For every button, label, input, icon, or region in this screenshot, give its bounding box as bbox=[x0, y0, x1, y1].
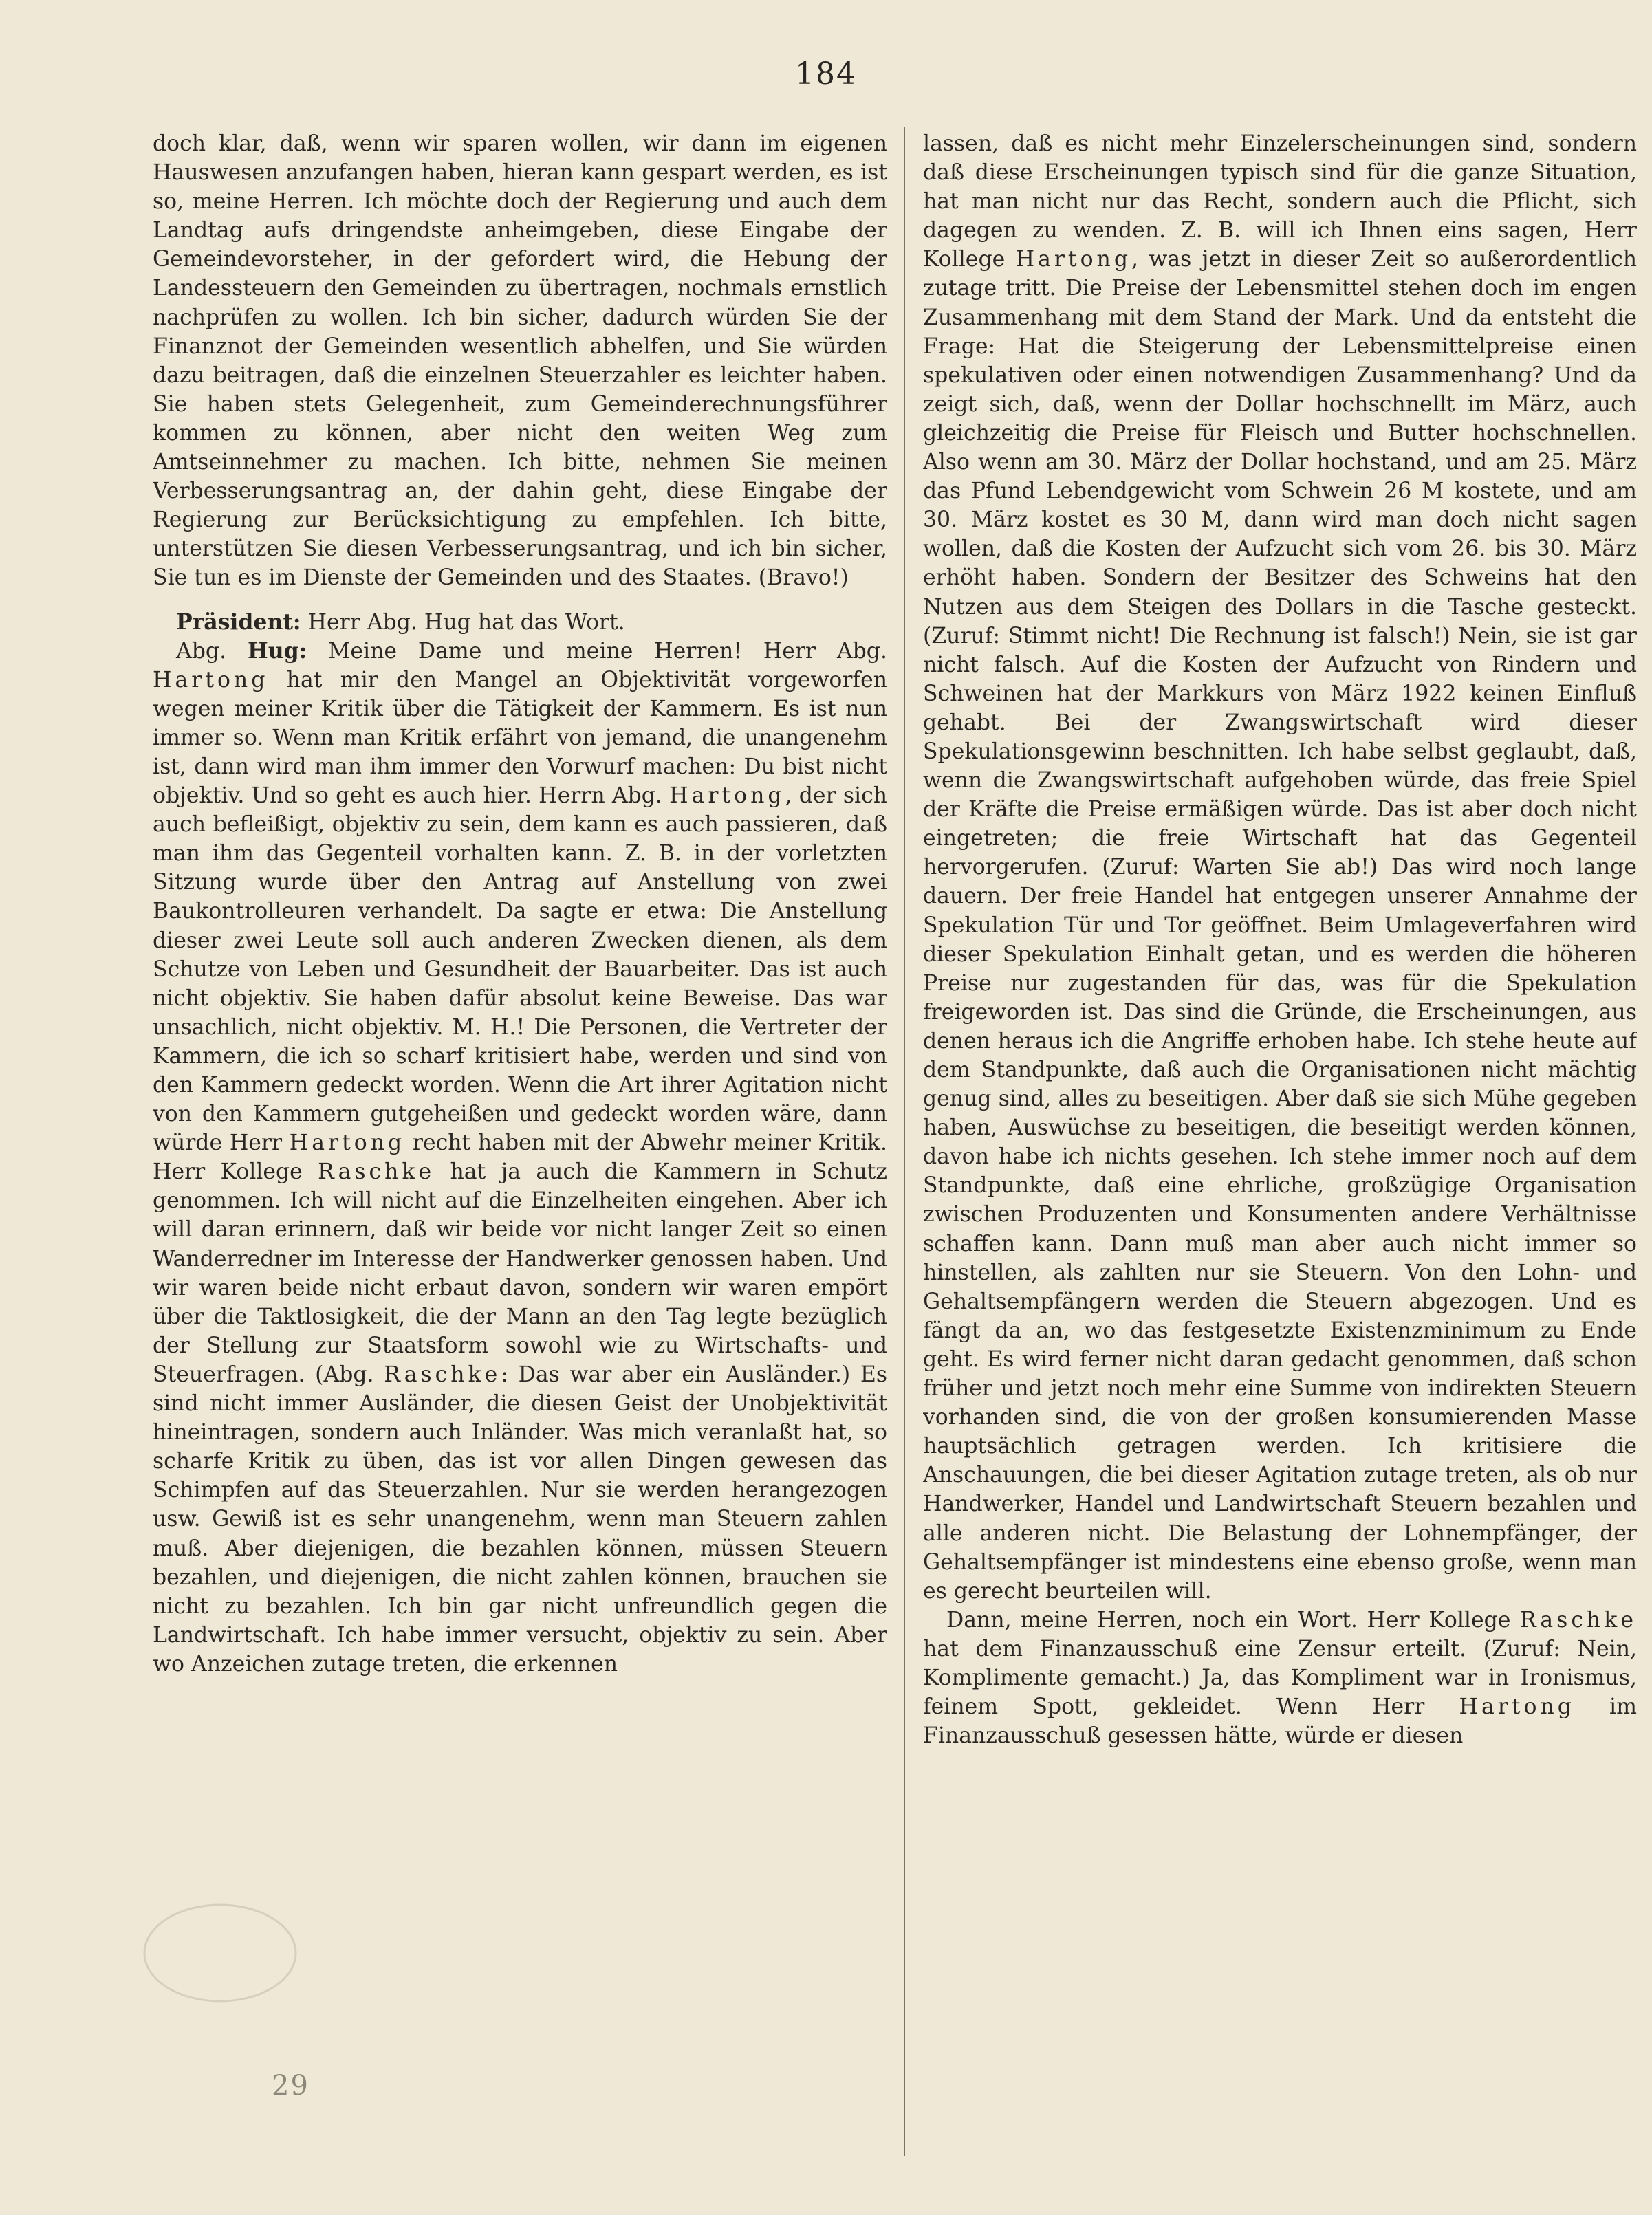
speech-text-10: hat dem Finanzausschuß eine Zensur erteilt. (Zuruf: Nein, Komplimente gemacht.) Ja, das Kompliment war in Ironismus, feinem Spott, gekleidet. Wenn Herr bbox=[923, 1636, 1637, 1720]
paragraph-continuation: doch klar, daß, wenn wir sparen wollen, wir dann im eigenen Hauswesen anzufangen haben, hieran kann gespart werden, es ist so, meine Herren. Ich möchte doch der Regierung und auch dem Landtag aufs dringendste anheimgeben, diese Eingabe der Gemeindevorsteher, in der gefordert wird, die Hebung der Landessteuern den Gemeinden zu übertragen, nochmals ernstlich nachprüfen zu wollen. Ich bin sicher, dadurch würden Sie der Finanznot der Gemeinden wesentlich abhelfen, und Sie würden dazu beitragen, daß die einzelnen Steuerzahler es leichter haben. Sie haben stets Gelegenheit, zum Gemeinderechnungsführer kommen zu können, aber nicht den weiten Weg zum Amtseinnehmer zu machen. Ich bitte, nehmen Sie meinen Verbesserungsantrag an, der dahin geht, diese Eingabe der Regierung zur Berücksichtigung zu empfehlen. Ich bitte, unterstützen Sie diesen Verbesserungsantrag, und ich bin sicher, Sie tun es im Dienste der Gemeinden und des Staates. (Bravo!) bbox=[153, 131, 887, 591]
speaker-president: Präsident: bbox=[176, 609, 301, 635]
name-hartong: Hartong bbox=[289, 1131, 406, 1156]
name-raschke: Raschke bbox=[318, 1159, 435, 1185]
name-raschke: Raschke bbox=[384, 1362, 501, 1387]
paragraph-president bbox=[153, 608, 887, 637]
paragraph-continuation-right bbox=[923, 129, 1637, 1606]
name-raschke: Raschke bbox=[1519, 1607, 1637, 1633]
president-statement: Herr Abg. Hug hat das Wort. bbox=[307, 609, 625, 635]
speech-text-8: , was jetzt in dieser Zeit so außerordentlich zutage tritt. Die Preise der Lebensmittel stehen doch im engen Zusammenhang mit dem Stand der Mark. Und da entsteht die Frage: Hat die Steigerung der Lebensmittelpreise einen spekulativen oder einen notwendigen Zusammenhang? Und da zeigt sich, daß, wenn der Dollar hochschnellt im März, auch gleichzeitig die Preise für Fleisch und Butter hochschnellen. Also wenn am 30. März der Dollar hochstand, und am 25. März das Pfund Lebendgewicht vom Schwein 26 M kostete, und am 30. März kostet es 30 M, dann wird man doch nicht sagen wollen, daß die Kosten der Aufzucht sich vom 26. bis 30. März erhöht haben. Sondern der Besitzer des Schweins hat den Nutzen aus dem Steigen des Dollars in die Tasche gesteckt. (Zuruf: Stimmt nicht! Die Rechnung ist falsch!) Nein, sie ist gar nicht falsch. Auf die Kosten der Aufzucht von Rindern und Schweinen hat der Markkurs von März 1922 keinen Einfluß gehabt. Bei der Zwangswirtschaft wird dieser Spekulationsgewinn beschnitten. Ich habe selbst geglaubt, daß, wenn die Zwangswirtschaft aufgehoben würde, das freie Spiel der Kräfte die Preise ermäßigen würde. Das ist aber doch nicht eingetreten; die freie Wirtschaft hat das Gegenteil hervorgerufen. (Zuruf: Warten Sie ab!) Das wird noch lange dauern. Der freie Handel hat entgegen unserer Annahme der Spekulation Tür und Tor geöffnet. Beim Umlageverfahren wird dieser Spekulation Einhalt getan, und es werden die höheren Preise nur zugestanden für das, was für die Spekulation freigeworden ist. Das sind die Gründe, die Erscheinungen, aus denen heraus ich die Angriffe erhoben habe. Ich stehe heute auf dem Standpunkte, daß auch die Organisationen nicht mächtig genug sind, alles zu beseitigen. Aber daß sie sich Mühe gegeben haben, Auswüchse zu beseitigen, die beseitigt werden können, davon habe ich nichts gesehen. Ich stehe immer noch auf dem Standpunkte, daß eine ehrliche, großzügige Organisation zwischen Produzenten und Konsumenten andere Verhältnisse schaffen kann. Dann muß man aber auch nicht immer so hinstellen, als zahlten nur sie Steuern. Von den Lohn- und Gehaltsempfängern werden die Steuern abgezogen. Und es fängt da an, wo das festgesetzte Existenzminimum zu Ende geht. Es wird ferner nicht daran gedacht genommen, daß schon früher und jetzt noch mehr eine Summe von indirekten Steuern vorhanden sind, die von der großen konsumierenden Masse hauptsächlich getragen werden. Ich kritisiere die Anschauungen, die bei dieser Agitation zutage treten, als ob nur Handwerker, Handel und Landwirtschaft Steuern bezahlen und alle anderen nicht. Die Belastung der Lohnempfänger, der Gehaltsempfänger ist mindestens eine ebenso große, wenn man es gerecht beurteilen will. bbox=[923, 247, 1637, 1604]
speech-text-1: Meine Dame und meine Herren! Herr Abg. bbox=[328, 638, 887, 664]
paragraph-hug-speech bbox=[153, 637, 887, 1679]
speech-text-4: recht haben mit der Abwehr meiner Kritik. Herr Kollege bbox=[153, 1131, 887, 1185]
right-column bbox=[923, 129, 1637, 2165]
speech-text-3: , der sich auch befleißigt, objektiv zu sein, dem kann es auch passieren, daß man ihm das Gegenteil vorhalten kann. Z. B. in der vorletzten Sitzung wurde über den Antrag auf Anstellung von zwei Baukontrolleuren verhandelt. Da sagte er etwa: Die Anstellung dieser zwei Leute soll auch anderen Zwecken dienen, als dem Schutze von Leben und Gesundheit der Bauarbeiter. Das ist auch nicht objektiv. Sie haben dafür absolut keine Beweise. Das war unsachlich, nicht objektiv. M. H.! Die Personen, die Vertreter der Kammern, die ich so scharf kritisiert habe, werden und sind von den Kammern gedeckt worden. Wenn die Art ihrer Agitation nicht von den Kammern gutgeheißen und gedeckt worden wäre, dann würde Herr bbox=[153, 783, 887, 1156]
speech-text-6: : Das war aber ein Ausländer.) Es sind nicht immer Ausländer, die diesen Geist der Unobjektivität hineintragen, sondern auch Inländer. Was mich veranlaßt hat, so scharfe Kritik zu üben, das ist vor allen Dingen gewesen das Schimpfen auf das Steuerzahlen. Nur sie werden herangezogen usw. Gewiß ist es sehr unangenehm, wenn man Steuern zahlen muß. Aber diejenigen, die bezahlen können, müssen Steuern bezahlen, und diejenigen, die nicht zahlen können, brauchen sie nicht zu bezahlen. Ich bin gar nicht unfreundlich gegen die Landwirtschaft. Ich habe immer versucht, objektiv zu sein. Aber wo Anzeichen zutage treten, die erkennen bbox=[153, 1362, 887, 1677]
page-number: 184 bbox=[795, 56, 857, 91]
speech-text-2: hat mir den Mangel an Objektivität vorgeworfen wegen meiner Kritik über die Tätigkeit der Kammern. Es ist nun immer so. Wenn man Kritik erfährt von jemand, die unangenehm ist, dann wird man ihm immer den Vorwurf machen: Du bist nicht objektiv. Und so geht es auch hier. Herrn Abg. bbox=[153, 667, 887, 809]
paragraph-final bbox=[923, 1606, 1637, 1750]
left-column bbox=[153, 129, 887, 2165]
speech-text-7: lassen, daß es nicht mehr Einzelerscheinungen sind, sondern daß diese Erscheinungen typisch sind für die ganze Situation, hat man nicht nur das Recht, sondern auch die Pflicht, sich dagegen zu wenden. Z. B. will ich Ihnen eins sagen, Herr Kollege bbox=[923, 131, 1637, 272]
faded-stamp-mark bbox=[138, 1898, 303, 2008]
speaker-prefix: Abg. bbox=[176, 638, 227, 664]
name-hartong: Hartong bbox=[1459, 1694, 1575, 1720]
speech-text-9: Dann, meine Herren, noch ein Wort. Herr Kollege bbox=[946, 1607, 1511, 1633]
speech-text-11: im Finanzausschuß gesessen hätte, würde er diesen bbox=[923, 1694, 1637, 1749]
speaker-hug: Hug: bbox=[247, 637, 307, 664]
speech-text-5: hat ja auch die Kammern in Schutz genommen. Ich will nicht auf die Einzelheiten eingehen. Aber ich will daran erinnern, daß wir beide vor nicht langer Zeit so einen Wanderredner im Interesse der Handwerker genossen haben. Und wir waren beide nicht erbaut davon, sondern wir waren empört über die Taktlosigkeit, die der Mann an den Tag legte bezüglich der Stellung zur Staatsform sowohl wie zu Wirtschafts- und Steuerfragen. (Abg. bbox=[153, 1159, 887, 1387]
name-hartong: Hartong bbox=[669, 783, 785, 809]
name-hartong: Hartong bbox=[153, 667, 269, 692]
column-divider bbox=[904, 127, 905, 2156]
bottom-mark: 29 bbox=[272, 2070, 309, 2102]
name-hartong: Hartong bbox=[1015, 247, 1132, 272]
